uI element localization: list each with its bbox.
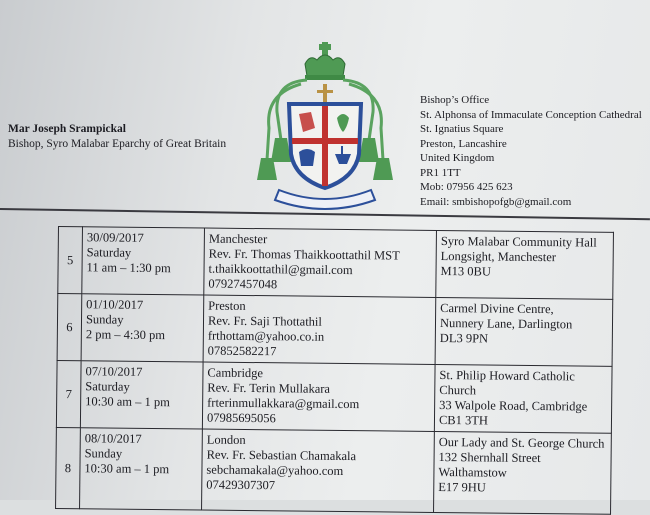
schedule-table: [55, 226, 614, 515]
event-venue-cell: [436, 230, 614, 299]
table-row: [56, 360, 612, 433]
crest-emblem-icon: [255, 42, 395, 212]
bishops-office-address: [420, 93, 642, 209]
crown-cross-post: [322, 42, 328, 56]
event-phone: 07927457048: [208, 276, 278, 292]
event-email: t.thaikkoottathil@gmail.com: [208, 261, 353, 278]
venue-line: Nunnery Lane, Darlington: [439, 316, 573, 332]
office-line: St. Ignatius Square: [420, 123, 504, 135]
event-venue-cell: [434, 364, 612, 433]
event-number: 5: [58, 227, 83, 294]
event-time: 10:30 am – 1 pm: [85, 394, 170, 410]
office-line: Preston, Lancashire: [420, 137, 507, 150]
event-day: Sunday: [84, 446, 123, 461]
sender-title: Bishop, Syro Malabar Eparchy of Great Britain: [8, 138, 227, 150]
event-priest: Rev. Fr. Sebastian Chamakala: [206, 447, 357, 464]
office-email: Email: smbishopofgb@gmail.com: [420, 195, 572, 208]
office-line: United Kingdom: [420, 152, 495, 164]
table-row: [56, 427, 612, 514]
office-line: Bishop’s Office: [420, 94, 490, 106]
venue-line: 33 Walpole Road, Cambridge: [439, 398, 588, 414]
venue-line: DL3 9PN: [439, 331, 489, 346]
venue-line: St. Philip Howard Catholic Church: [439, 368, 575, 398]
event-time: 2 pm – 4:30 pm: [85, 327, 166, 343]
event-phone: 07852582217: [207, 343, 277, 359]
event-date: 30/09/2017: [86, 230, 144, 245]
coat-of-arms-crest: [255, 42, 395, 212]
event-date-cell: [81, 294, 204, 362]
sender-block: [8, 122, 226, 152]
event-venue-cell: [435, 297, 613, 366]
event-day: Sunday: [85, 312, 124, 327]
event-date: 01/10/2017: [86, 297, 144, 312]
event-priest: Rev. Fr. Terin Mullakara: [207, 380, 331, 396]
office-line: PR1 1TT: [420, 166, 461, 179]
event-city: Cambridge: [207, 365, 264, 381]
venue-line: CB1 3TH: [438, 413, 489, 428]
venue-line: Carmel Divine Centre,: [440, 301, 554, 317]
event-phone: 07429307307: [206, 477, 276, 493]
venue-line: M13 0BU: [440, 264, 491, 279]
table-row: [58, 227, 614, 300]
office-line: St. Alphonsa of Immaculate Conception Cathedral: [420, 108, 642, 121]
venue-line: Our Lady and St. George Church: [438, 434, 605, 451]
event-priest: Rev. Fr. Thomas Thaikkoottathil MST: [208, 246, 400, 263]
venue-line: Longsight, Manchester: [440, 249, 557, 265]
venue-line: 132 Shernhall Street: [438, 449, 541, 466]
event-contact-cell: [204, 228, 437, 297]
event-date-cell: [82, 227, 205, 295]
event-number: 6: [57, 294, 82, 361]
table-row: [57, 294, 613, 367]
event-time: 11 am – 1:30 pm: [86, 260, 171, 276]
event-date-cell: [80, 361, 203, 429]
event-venue-cell: [434, 431, 612, 514]
event-city: London: [206, 432, 246, 447]
event-date: 07/10/2017: [85, 364, 143, 379]
event-date: 08/10/2017: [84, 431, 142, 446]
event-day: Saturday: [86, 245, 132, 260]
event-city: Manchester: [208, 231, 268, 247]
event-day: Saturday: [85, 379, 130, 394]
event-number: 8: [56, 427, 81, 508]
sender-name: Mar Joseph Srampickal: [8, 123, 126, 135]
event-email: sebchamakala@yahoo.com: [206, 462, 344, 479]
event-priest: Rev. Fr. Saji Thottathil: [207, 313, 322, 329]
event-city: Preston: [208, 298, 246, 313]
event-email: frthottam@yahoo.co.in: [207, 328, 325, 344]
office-mobile: Mob: 07956 425 623: [420, 181, 513, 193]
event-email: frterinmullakkara@gmail.com: [207, 395, 360, 412]
venue-line: Syro Malabar Community Hall: [440, 234, 597, 250]
event-time: 10:30 am – 1 pm: [84, 461, 170, 477]
event-contact-cell: [202, 362, 435, 431]
event-contact-cell: [203, 295, 436, 364]
venue-line: Walthamstow: [438, 464, 507, 480]
event-number: 7: [56, 360, 81, 427]
venue-line: E17 9HU: [438, 479, 486, 495]
event-date-cell: [80, 428, 203, 510]
event-phone: 07985695056: [206, 410, 276, 426]
